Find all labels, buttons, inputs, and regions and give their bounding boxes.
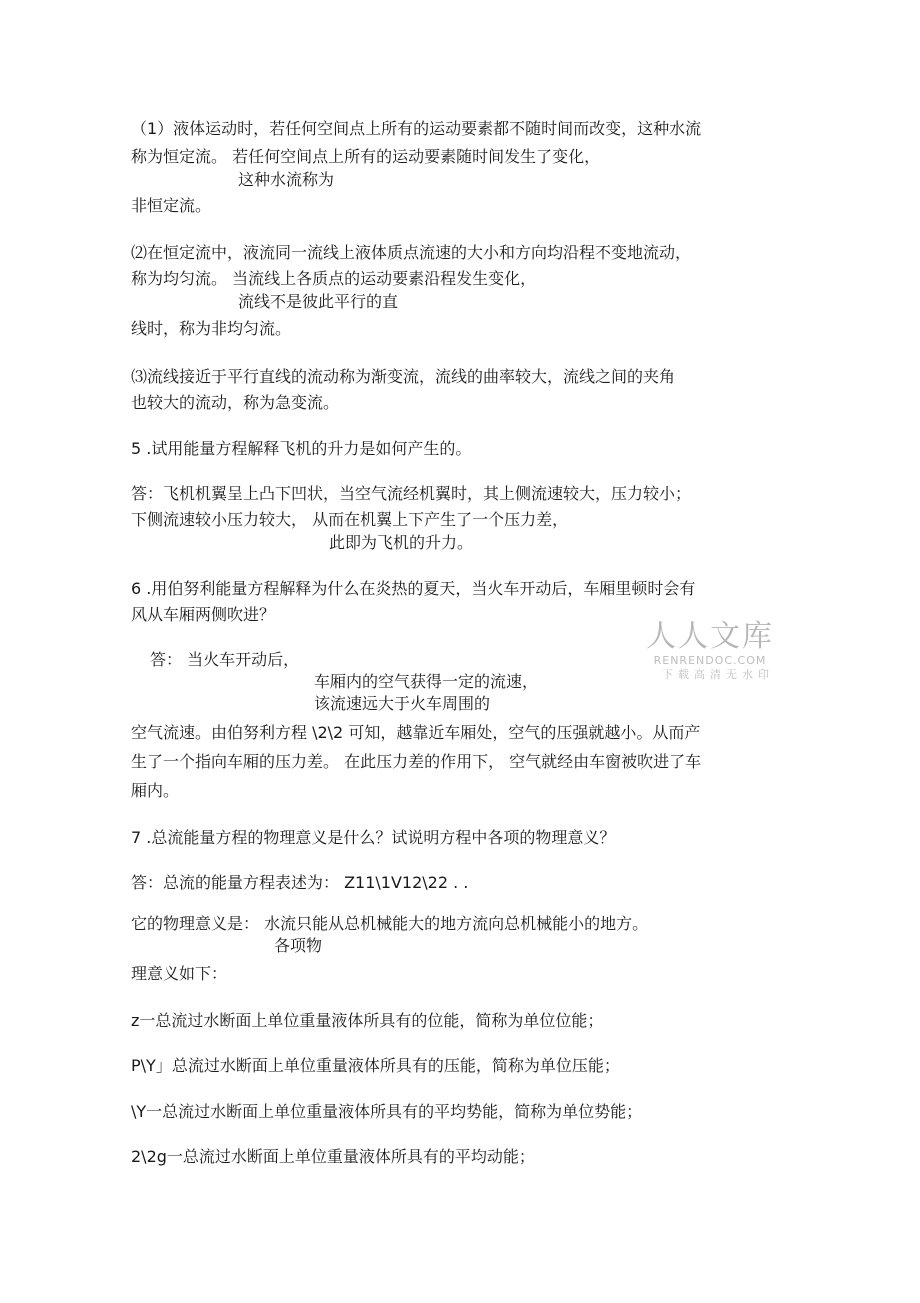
question-heading: 7 .总流能量方程的物理意义是什么？试说明方程中各项的物理意义？	[131, 828, 616, 847]
text-line: 它的物理意义是： 水流只能从总机械能大的地方流向总机械能小的地方。	[131, 914, 649, 933]
question-heading: 6 .用伯努利能量方程解释为什么在炎热的夏天，当火车开动后，车厢里顿时会有	[131, 579, 696, 598]
text-line: 该流速远大于火车周围的	[314, 694, 491, 713]
text-line: 各项物	[274, 936, 323, 955]
text-line: 厢内。	[131, 781, 180, 800]
text-line: 线时，称为非均匀流。	[131, 319, 292, 338]
text-line: \Y一总流过水断面上单位重量液体所具有的平均势能，简称为单位势能；	[131, 1102, 643, 1121]
text-line: 答： 当火车开动后，	[150, 650, 300, 669]
text-line: 下侧流速较小压力较大， 从而在机翼上下产生了一个压力差，	[131, 510, 569, 529]
text-line: （1）液体运动时，若任何空间点上所有的运动要素都不随时间而改变，这种水流	[131, 119, 702, 138]
text-line: 风从车厢两侧吹进？	[131, 605, 276, 624]
text-line: 这种水流称为	[238, 170, 335, 189]
text-line: ⑶流线接近于平行直线的流动称为渐变流，流线的曲率较大，流线之间的夹角	[131, 367, 676, 386]
watermark-url: RENRENDOC.COM	[653, 654, 767, 667]
text-line: 流线不是彼此平行的直	[238, 292, 399, 311]
watermark-title: 人人文库	[646, 619, 774, 654]
text-line: 理意义如下：	[131, 964, 228, 983]
watermark-logo	[646, 620, 774, 682]
text-line: 车厢内的空气获得一定的流速，	[314, 672, 539, 691]
text-line: 答：总流的能量方程表述为： Z11\1V12\22 . .	[131, 873, 469, 892]
text-line: 空气流速。由伯努利方程 \2\2 可知，越靠近车厢处，空气的压强就越小。从而产	[131, 723, 701, 742]
text-line: 此即为飞机的升力。	[329, 533, 474, 552]
text-line: 答：飞机机翼呈上凸下凹状，当空气流经机翼时，其上侧流速较大，压力较小；	[131, 484, 692, 503]
text-line: 称为恒定流。 若任何空间点上所有的运动要素随时间发生了变化，	[131, 147, 601, 166]
text-line: 2\2g一总流过水断面上单位重量液体所具有的平均动能；	[131, 1147, 535, 1166]
text-line: 称为均匀流。 当流线上各质点的运动要素沿程发生变化，	[131, 269, 537, 288]
watermark-subtitle: 下载高清无水印	[662, 668, 774, 681]
text-line: P\Y」总流过水断面上单位重量液体所具有的压能，简称为单位压能；	[131, 1056, 620, 1075]
text-line: z一总流过水断面上单位重量液体所具有的位能，简称为单位位能；	[131, 1011, 604, 1030]
text-line: 非恒定流。	[131, 196, 212, 215]
question-heading: 5 .试用能量方程解释飞机的升力是如何产生的。	[131, 439, 472, 458]
text-line: 也较大的流动，称为急变流。	[131, 393, 340, 412]
text-line: ⑵在恒定流中，液流同一流线上液体质点流速的大小和方向均沿程不变地流动，	[131, 243, 692, 262]
text-line: 生了一个指向车厢的压力差。 在此压力差的作用下， 空气就经由车窗被吹进了车	[131, 752, 702, 771]
